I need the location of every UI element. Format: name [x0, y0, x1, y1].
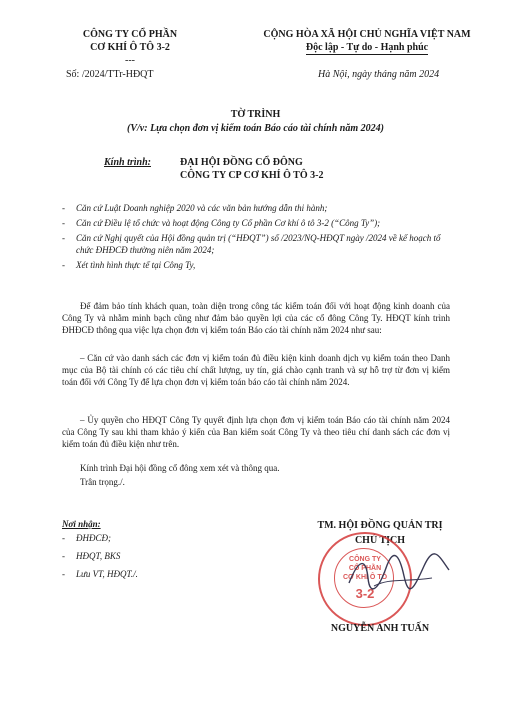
recipient-item: - Lưu VT, HĐQT./.: [62, 568, 222, 580]
basis-item: - Căn cứ Điều lệ tổ chức và hoạt động Công ty Cổ phần Cơ khí ô tô 3-2 (“Công Ty”);: [62, 217, 450, 229]
body-intro: Để đảm bảo tính khách quan, toàn diện trong công tác kiểm toán đối với hoạt động kinh doanh của Công Ty và nhằm minh bạch cũng như đảm bảo quyền lợi của các cổ đông Công Ty. HĐQT kính trình ĐHĐCĐ thông qua việc lựa chọn đơn vị kiểm toán Báo cáo tài chính năm 2024 như sau:: [62, 301, 450, 335]
addressee-line1: ĐẠI HỘI ĐỒNG CỔ ĐÔNG: [180, 157, 303, 168]
body-point2: – Ủy quyền cho HĐQT Công Ty quyết định lựa chọn đơn vị kiểm toán Báo cáo tài chính năm 2024 của Công Ty sau khi tham khảo ý kiến của Ban kiểm soát Công Ty và theo tiêu chí danh sách các đơn vị kiểm toán đủ điều kiện như trên.: [62, 415, 450, 449]
company-line2: CƠ KHÍ Ô TÔ 3-2: [90, 42, 170, 53]
signature-org: TM. HỘI ĐỒNG QUẢN TRỊ: [317, 520, 443, 531]
recipients-label: Nơi nhận:: [62, 519, 101, 529]
basis-item: - Căn cứ Nghị quyết của Hội đồng quản trị (“HĐQT”) số /2023/NQ-HĐQT ngày /2024 về kế hoạch tổ chức ĐHĐCĐ thường niên năm 2024;: [62, 232, 450, 256]
nation-line2: [306, 41, 428, 55]
addressee-label: Kính trình:: [104, 157, 151, 168]
nation-line1: CỘNG HÒA XÃ HỘI CHỦ NGHĨA VIỆT NAM: [263, 29, 471, 40]
nation-motto: Độc lập - Tự do - Hạnh phúc: [305, 42, 429, 53]
addressee-line2: CÔNG TY CP CƠ KHÍ Ô TÔ 3-2: [180, 170, 324, 181]
stamp-line4: 3-2: [355, 586, 375, 601]
body-closing2: Trân trọng./.: [80, 477, 125, 487]
recipient-item: - HĐQT, BKS: [62, 550, 222, 562]
doc-number: Số: /2024/TTr-HĐQT: [66, 69, 154, 80]
date-line: Hà Nội, ngày tháng năm 2024: [318, 69, 440, 80]
recipient-item: - ĐHĐCĐ;: [62, 532, 222, 544]
addressee-block: [180, 156, 430, 182]
stamp-line3: CƠ KHÍ Ô TÔ: [342, 574, 388, 581]
basis-item: - Căn cứ Luật Doanh nghiệp 2020 và các văn bản hướng dẫn thi hành;: [62, 202, 450, 214]
company-header: [60, 28, 200, 67]
body-closing1: Kính trình Đại hội đồng cổ đông xem xét và thông qua.: [80, 463, 280, 473]
doc-subject: (V/v: Lựa chọn đơn vị kiểm toán Báo cáo tài chính năm 2024): [127, 123, 384, 134]
basis-list: [62, 202, 450, 271]
body-point1: – Căn cứ vào danh sách các đơn vị kiểm toán đủ điều kiện kinh doanh dịch vụ kiểm toán theo Danh mục của Bộ tài chính có các tiêu chí chất lượng, uy tín, giá chào cạnh tranh và sự hỗ trợ từ đơn vị kiểm toán đối với Công Ty để lựa chọn đơn vị kiểm toán báo cáo tài chính năm 2024.: [62, 353, 450, 387]
basis-item: - Xét tình hình thực tế tại Công Ty,: [62, 259, 450, 271]
signature-role: CHỦ TỊCH: [354, 535, 406, 546]
doc-title: TỜ TRÌNH: [230, 109, 281, 120]
stamp-line1: CÔNG TY: [349, 556, 381, 563]
company-line1: CÔNG TY CỔ PHẦN: [82, 29, 178, 40]
handwritten-signature: [344, 548, 454, 598]
recipients-list: [62, 532, 222, 580]
company-divider: ---: [125, 55, 135, 66]
signature-name: NGUYỄN ANH TUẤN: [330, 623, 430, 634]
nation-header: [236, 28, 498, 55]
stamp-line2: CỔ PHẦN: [348, 565, 382, 572]
